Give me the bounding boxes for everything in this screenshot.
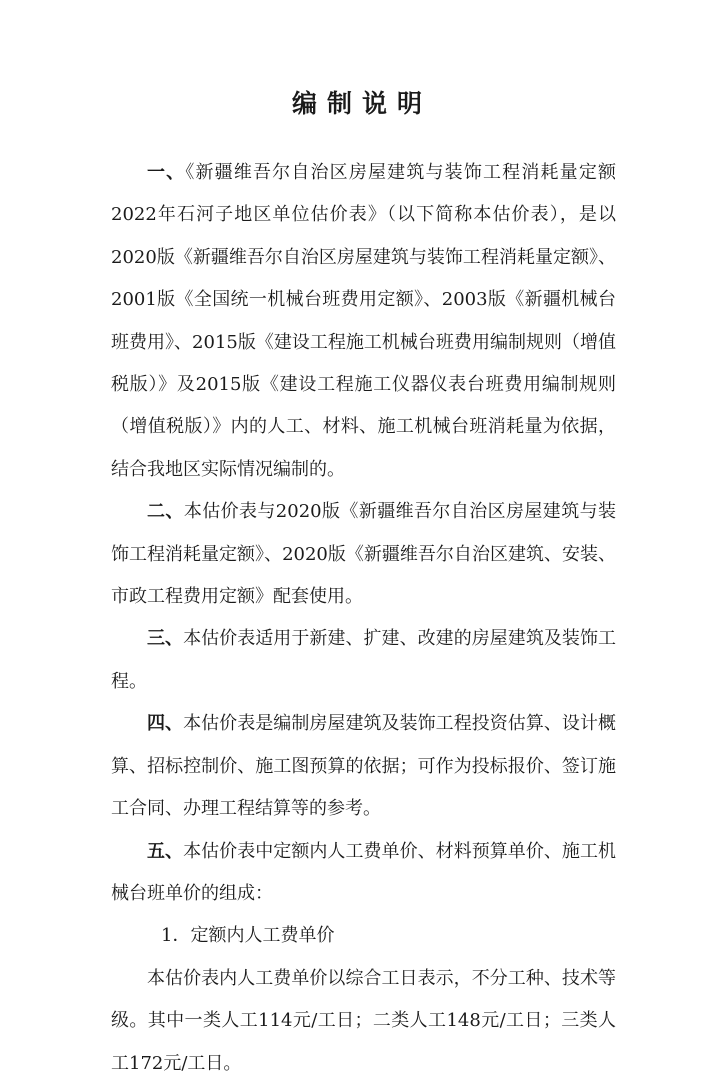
paragraph-3-text: 本估价表适用于新建、扩建、改建的房屋建筑及装饰工程。	[111, 628, 617, 692]
document-body	[111, 152, 616, 1085]
paragraph-2	[111, 491, 616, 618]
paragraph-4-text: 本估价表是编制房屋建筑及装饰工程投资估算、设计概算、招标控制价、施工图预算的依据；可作为投标报价、签订施工合同、办理工程结算等的参考。	[111, 713, 617, 820]
subheading: 1．定额内人工费单价	[161, 925, 335, 947]
paragraph-4	[111, 703, 616, 830]
paragraph-1-number: 一、	[147, 162, 186, 183]
paragraph-1-text: 《新疆维吾尔自治区房屋建筑与装饰工程消耗量定额2022年石河子地区单位估价表》（以下简称本估价表），是以2020版《新疆维吾尔自治区房屋建筑与装饰工程消耗量定额》、2001版《全国统一机械台班费用定额》、2003版《新疆机械台班费用》、2015版《建设工程施工机械台班费用编制规则（增值税版）》及2015版《建设工程施工仪器仪表台班费用编制规则（增值税版）》内的人工、材料、施工机械台班消耗量为依据，结合我地区实际情况编制的。	[111, 162, 617, 480]
paragraph-4-number: 四、	[147, 713, 184, 735]
paragraph-2-number: 二、	[147, 501, 184, 523]
paragraph-5-text: 本估价表中定额内人工费单价、材料预算单价、施工机械台班单价的组成：	[111, 840, 617, 904]
paragraph-1	[111, 152, 616, 491]
paragraph-2-text: 本估价表与2020版《新疆维吾尔自治区房屋建筑与装饰工程消耗量定额》、2020版《新疆维吾尔自治区建筑、安装、市政工程费用定额》配套使用。	[111, 501, 617, 608]
paragraph-3-number: 三、	[147, 628, 184, 650]
paragraph-3	[111, 618, 616, 703]
final-paragraph: 本估价表内人工费单价以综合工日表示，不分工种、技术等级。其中一类人工114元/工日；二类人工148元/工日；三类人工172元/工日。	[111, 967, 616, 1074]
paragraph-5-number: 五、	[147, 840, 184, 862]
page-title: 编制说明	[291, 89, 432, 118]
paragraph-5	[111, 831, 616, 916]
